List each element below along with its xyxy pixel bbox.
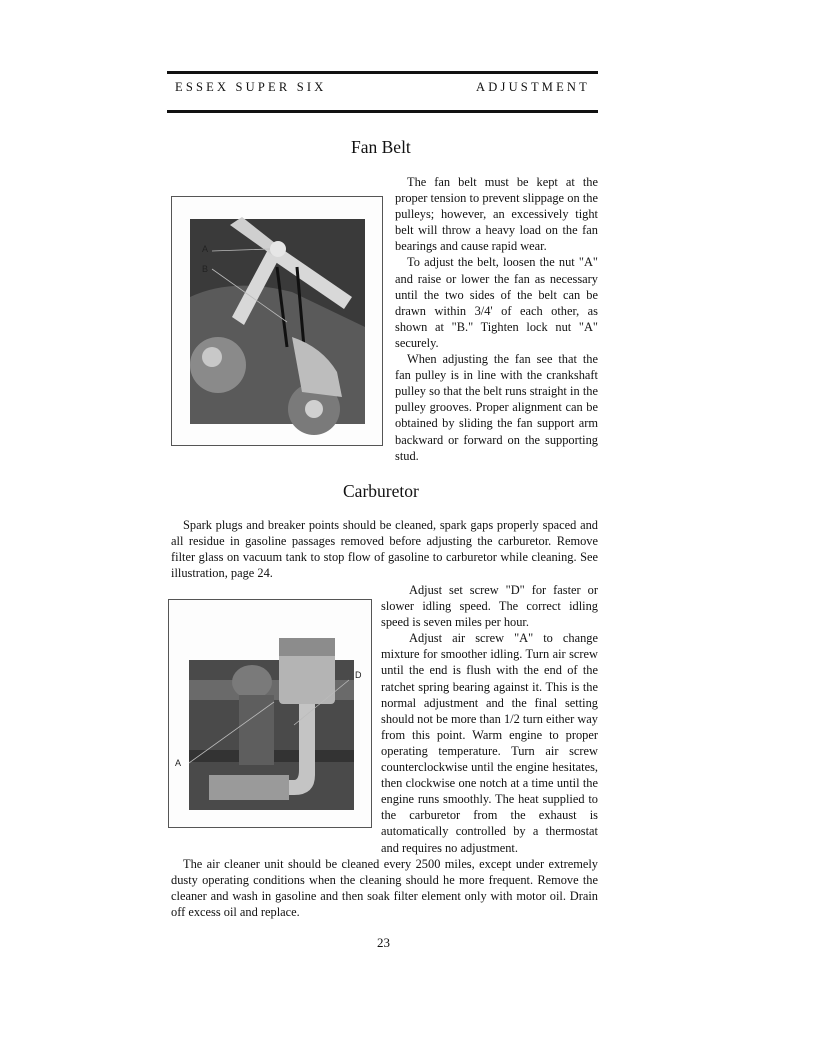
callout-a: A <box>202 244 209 254</box>
header-rule-top <box>167 71 598 74</box>
paragraph: Adjust air screw "A" to change mixture for smoother idling. Turn air screw until the end is flush with the end of the ratchet spring bearing against it. This is the normal adjustment and the final setting should not be more than 1/2 turn either way from this point. Warm engine to proper operating temperature. Turn air screw counterclockwise until the engine hesitates, then clockwise one notch at a time until the engine runs smoothly. The heat supplied to the carburetor from the exhaust is automatically controlled by a thermostat and requires no adjustment. <box>381 631 598 855</box>
header-section: ADJUSTMENT <box>476 80 590 94</box>
paragraph: Adjust set screw "D" for faster or slower idling speed. The correct idling speed is seven miles per hour. <box>381 583 598 630</box>
paragraph: The fan belt must be kept at the proper tension to prevent slippage on the pulleys; however, an excessively tight belt will throw a heavy load on the fan bearings and cause rapid wear. <box>395 175 598 254</box>
fan-belt-photo-icon <box>172 197 381 444</box>
callout-b: B <box>202 264 209 274</box>
paragraph: The air cleaner unit should be cleaned every 2500 miles, except under extremely dusty operating conditions when the cleaning should he more frequent. Remove the cleaner and wash in gasoline and then soak filter element only with motor oil. Drain off excess oil and replace. <box>171 857 598 920</box>
section-title-carburetor: Carburetor <box>343 481 419 501</box>
header-title: ESSEX SUPER SIX <box>175 80 327 94</box>
header-rule-bottom <box>167 110 598 113</box>
page-number: 23 <box>377 935 390 950</box>
paragraph: Spark plugs and breaker points should be cleaned, spark gaps properly spaced and all residue in gasoline passages removed before adjusting the carburetor. Remove filter glass on vacuum tank to stop flow of gasoline to carburetor while cleaning. See illustration, page 24. <box>171 518 598 581</box>
carburetor-photo-icon <box>169 600 370 826</box>
air-cleaner-text <box>171 856 598 920</box>
running-header <box>175 80 590 96</box>
fan-belt-figure <box>171 196 383 446</box>
section-title-fan-belt: Fan Belt <box>351 137 411 157</box>
carburetor-adjustment-text <box>381 582 598 856</box>
fan-belt-text <box>395 174 598 464</box>
carburetor-figure <box>168 599 372 828</box>
paragraph: To adjust the belt, loosen the nut "A" and raise or lower the fan as necessary until the two sides of the belt can be drawn within 3/4' of each other, as shown at "B." Tighten lock nut "A" securely. <box>395 255 598 350</box>
carburetor-intro <box>171 517 598 581</box>
callout-a: A <box>175 758 182 768</box>
paragraph: When adjusting the fan see that the fan pulley is in line with the crankshaft pulley so that the belt runs straight in the pulley grooves. Proper alignment can be obtained by sliding the fan support arm backward or forward on the supporting stud. <box>395 352 598 463</box>
callout-d: D <box>355 670 362 680</box>
